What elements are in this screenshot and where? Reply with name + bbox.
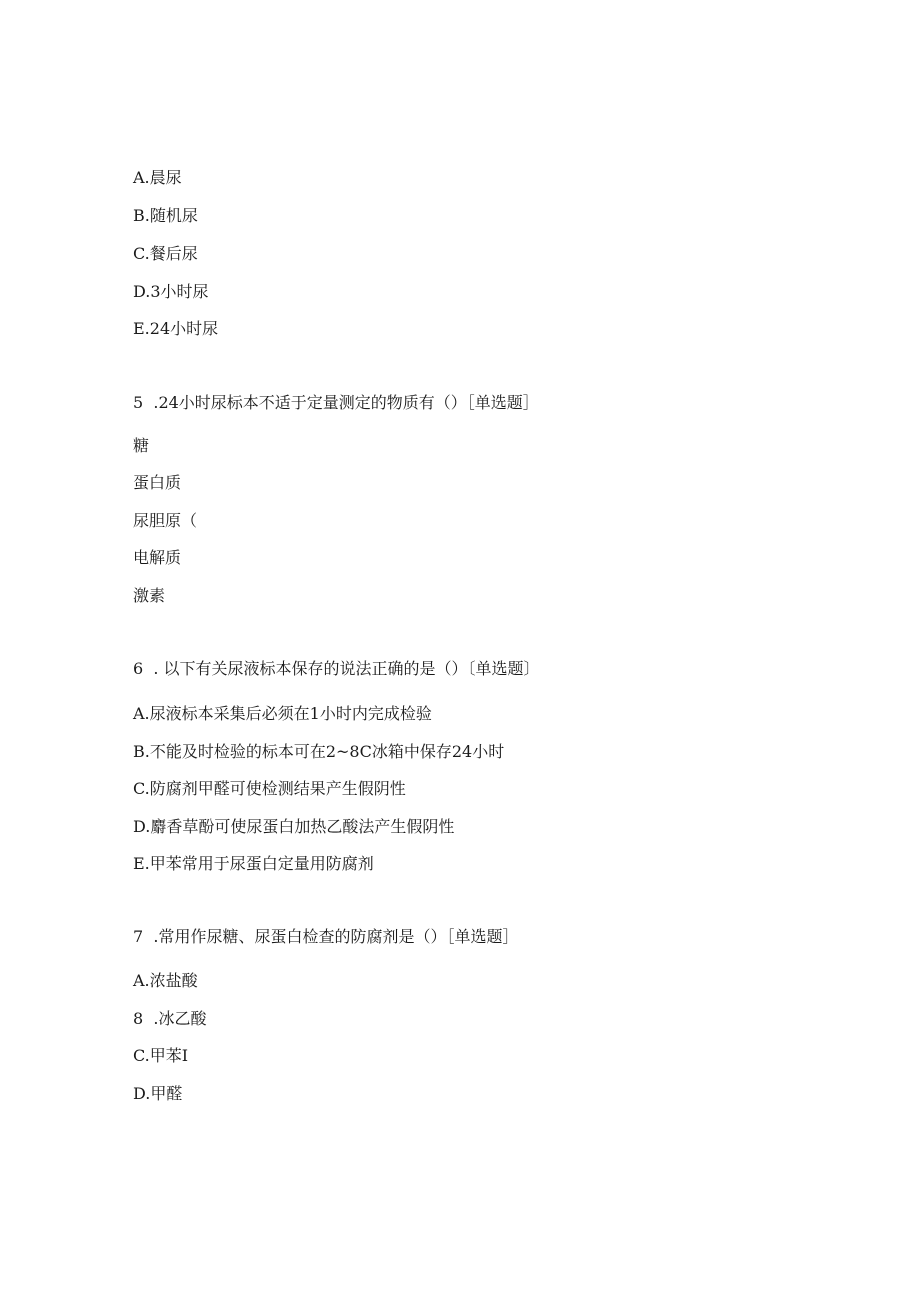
q7-option-b: 8 .冰乙酸 — [133, 1009, 207, 1028]
q5-option-1: 糖 — [133, 436, 150, 455]
q5-option-2: 蛋白质 — [133, 473, 182, 492]
q6-option-a: A.尿液标本采集后必须在1小时内完成检验 — [133, 704, 432, 723]
option-c: C.餐后尿 — [133, 244, 198, 263]
q7-option-a: A.浓盐酸 — [133, 971, 198, 990]
q6-option-e: E.甲苯常用于尿蛋白定量用防腐剂 — [133, 854, 374, 873]
option-a: A.晨尿 — [133, 168, 182, 187]
question-5-title: 5 .24小时尿标本不适于定量测定的物质有（）［单选题］ — [133, 393, 539, 412]
q6-option-c: C.防腐剂甲醛可使检测结果产生假阴性 — [133, 779, 406, 798]
option-e: E.24小时尿 — [133, 319, 219, 338]
option-d: D.3小时尿 — [133, 282, 209, 301]
question-7-title: 7 .常用作尿糖、尿蛋白检查的防腐剂是（）［单选题］ — [133, 927, 519, 946]
q7-option-c: C.甲苯I — [133, 1046, 189, 1065]
q5-option-3: 尿胆原（ — [133, 511, 198, 530]
q6-option-b: B.不能及时检验的标本可在2~8C冰箱中保存24小时 — [133, 742, 505, 761]
q6-option-d: D.麝香草酚可使尿蛋白加热乙酸法产生假阴性 — [133, 817, 455, 836]
option-b: B.随机尿 — [133, 206, 198, 225]
q5-option-4: 电解质 — [133, 548, 182, 567]
q7-option-d: D.甲醛 — [133, 1084, 183, 1103]
question-6-title: 6 . 以下有关尿液标本保存的说法正确的是（）〔单选题〕 — [133, 659, 540, 678]
q5-option-5: 激素 — [133, 586, 166, 605]
